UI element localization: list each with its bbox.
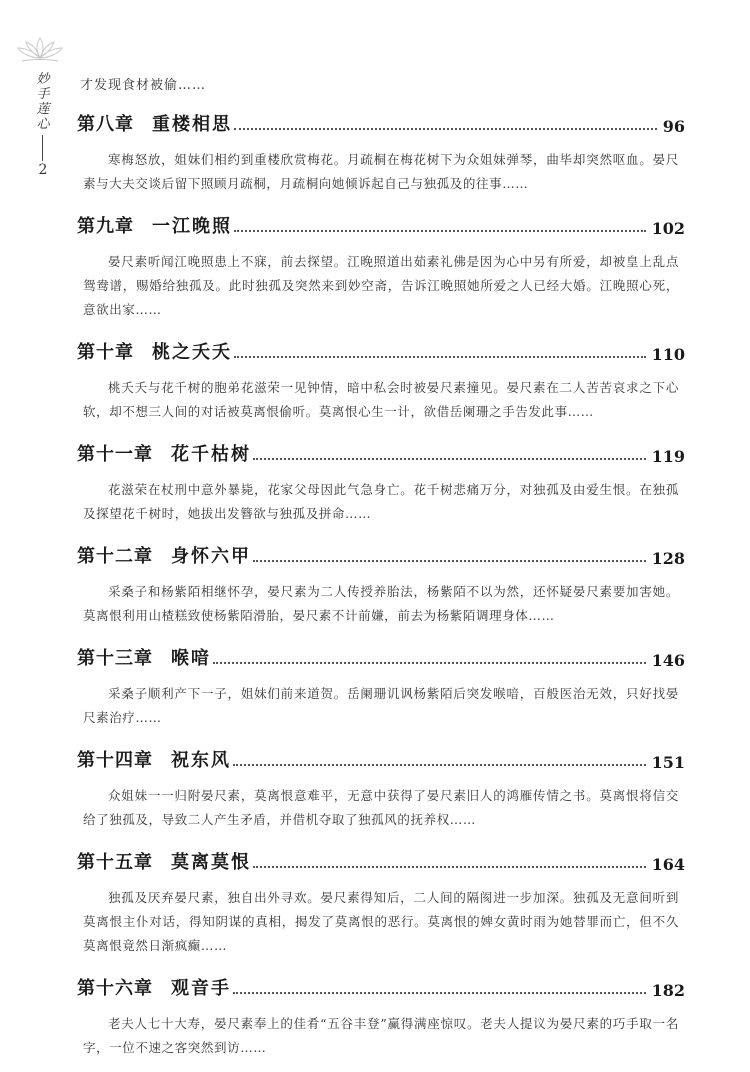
toc-entry — [77, 844, 685, 958]
chapter-number: 第八章 — [77, 114, 134, 135]
book-title-char: 心 — [36, 117, 50, 132]
chapter-page-number: 182 — [651, 981, 685, 1000]
book-title-char: 手 — [36, 87, 50, 102]
chapter-page-number: 119 — [651, 447, 685, 466]
dot-leader — [213, 662, 646, 664]
lotus-logo-icon — [14, 34, 66, 64]
toc-entry-heading[interactable] — [77, 742, 685, 772]
toc-entry — [77, 970, 685, 1060]
dot-leader — [253, 560, 646, 562]
table-of-contents — [77, 72, 685, 1072]
sidebar-divider — [42, 135, 43, 161]
chapter-title: 祝东风 — [171, 750, 231, 771]
chapter-page-number: 146 — [651, 651, 685, 670]
chapter-title: 身怀六甲 — [171, 546, 251, 567]
chapter-summary: 桃夭夭与花千树的胞弟花滋荣一见钟情，暗中私会时被晏尺素撞见。晏尺素在二人苦苦哀求之下心软，却不想三人间的对话被莫离恨偷听。莫离恨心生一计，欲借岳阑珊之手告发此事…… — [83, 380, 679, 419]
chapter-number: 第十六章 — [77, 978, 153, 999]
chapter-title: 重楼相思 — [152, 114, 232, 135]
toc-entry — [77, 640, 685, 730]
dot-leader — [253, 458, 646, 460]
chapter-number: 第九章 — [77, 216, 134, 237]
chapter-summary: 独孤及厌弃晏尺素，独自出外寻欢。晏尺素得知后，二人间的隔阂进一步加深。独孤及无意间听到莫离恨主仆对话，得知阴谋的真相，揭发了莫离恨的恶行。莫离恨的婢女黄时雨为她替罪而亡，但不久莫离恨竟然日渐疯癫…… — [83, 890, 679, 953]
chapter-number: 第十章 — [77, 342, 134, 363]
book-title-char: 妙 — [36, 72, 50, 87]
chapter-page-number: 102 — [651, 219, 685, 238]
toc-entry — [77, 436, 685, 526]
dot-leader — [253, 866, 646, 868]
dot-leader — [234, 128, 657, 130]
dot-leader — [234, 356, 646, 358]
chapter-title: 桃之夭夭 — [152, 342, 232, 363]
dot-leader — [233, 764, 646, 766]
chapter-page-number: 96 — [662, 117, 685, 136]
chapter-page-number: 128 — [651, 549, 685, 568]
chapter-title: 一江晚照 — [152, 216, 232, 237]
toc-entry-heading[interactable] — [77, 334, 685, 364]
chapter-title: 花千枯树 — [171, 444, 251, 465]
book-title-char: 莲 — [36, 102, 50, 117]
chapter-number: 第十一章 — [77, 444, 153, 465]
toc-entry — [77, 208, 685, 322]
dot-leader — [233, 992, 646, 994]
chapter-title: 喉喑 — [171, 648, 211, 669]
chapter-summary: 寒梅怒放，姐妹们相约到重楼欣赏梅花。月疏桐在梅花树下为众姐妹弹琴，曲毕却突然呕血。晏尺素与大夫交谈后留下照顾月疏桐，月疏桐向她倾诉起自己与独孤及的往事…… — [83, 152, 679, 191]
chapter-number: 第十三章 — [77, 648, 153, 669]
chapter-summary: 花滋荣在杖刑中意外暴毙，花家父母因此气急身亡。花千树悲痛万分，对独孤及由爱生恨。在独孤及探望花千树时，她拔出发簪欲与独孤及拼命…… — [83, 482, 679, 521]
toc-entry — [77, 106, 685, 196]
chapter-title: 观音手 — [171, 978, 231, 999]
toc-entry — [77, 334, 685, 424]
dot-leader — [234, 230, 646, 232]
chapter-number: 第十二章 — [77, 546, 153, 567]
toc-entry-heading[interactable] — [77, 538, 685, 568]
intro-continuation-text: 才发现食材被偷…… — [80, 78, 207, 93]
toc-entry — [77, 742, 685, 832]
book-title-vertical — [33, 72, 53, 132]
toc-entry-heading[interactable] — [77, 970, 685, 1000]
toc-entry-heading[interactable] — [77, 436, 685, 466]
chapter-page-number: 151 — [651, 753, 685, 772]
chapter-summary: 采桑子顺利产下一子，姐妹们前来道贺。岳阑珊讥讽杨紫陌后突发喉喑，百般医治无效，只好找晏尺素治疗…… — [83, 686, 679, 725]
toc-entry-heading[interactable] — [77, 208, 685, 238]
chapter-page-number: 110 — [651, 345, 685, 364]
chapter-summary: 老夫人七十大寿，晏尺素奉上的佳肴“五谷丰登”赢得满座惊叹。老夫人提议为晏尺素的巧手取一名字，一位不速之客突然到访…… — [83, 1016, 679, 1055]
chapter-number: 第十五章 — [77, 852, 153, 873]
chapter-summary: 众姐妹一一归附晏尺素，莫离恨意难平，无意中获得了晏尺素旧人的鸿雁传情之书。莫离恨将信交给了独孤及，导致二人产生矛盾，并借机夺取了独孤风的抚养权…… — [83, 788, 679, 827]
chapter-number: 第十四章 — [77, 750, 153, 771]
toc-entry — [77, 538, 685, 628]
chapter-summary: 晏尺素听闻江晚照患上不寐，前去探望。江晚照道出茹素礼佛是因为心中另有所爱，却被皇上乱点鸳鸯谱，赐婚给独孤及。此时独孤及突然来到妙空斋，告诉江晚照她所爱之人已经大婚。江晚照心死，意欲出家…… — [83, 254, 679, 317]
toc-entry-heading[interactable] — [77, 844, 685, 874]
page-number: 2 — [38, 162, 48, 178]
chapter-page-number: 164 — [651, 855, 685, 874]
toc-entry-heading[interactable] — [77, 106, 685, 136]
toc-entry-heading[interactable] — [77, 640, 685, 670]
chapter-summary: 采桑子和杨紫陌相继怀孕，晏尺素为二人传授养胎法，杨紫陌不以为然，还怀疑晏尺素要加害她。莫离恨利用山楂糕致使杨紫陌滑胎，晏尺素不计前嫌，前去为杨紫陌调理身体…… — [83, 584, 679, 623]
chapter-title: 莫离莫恨 — [171, 852, 251, 873]
